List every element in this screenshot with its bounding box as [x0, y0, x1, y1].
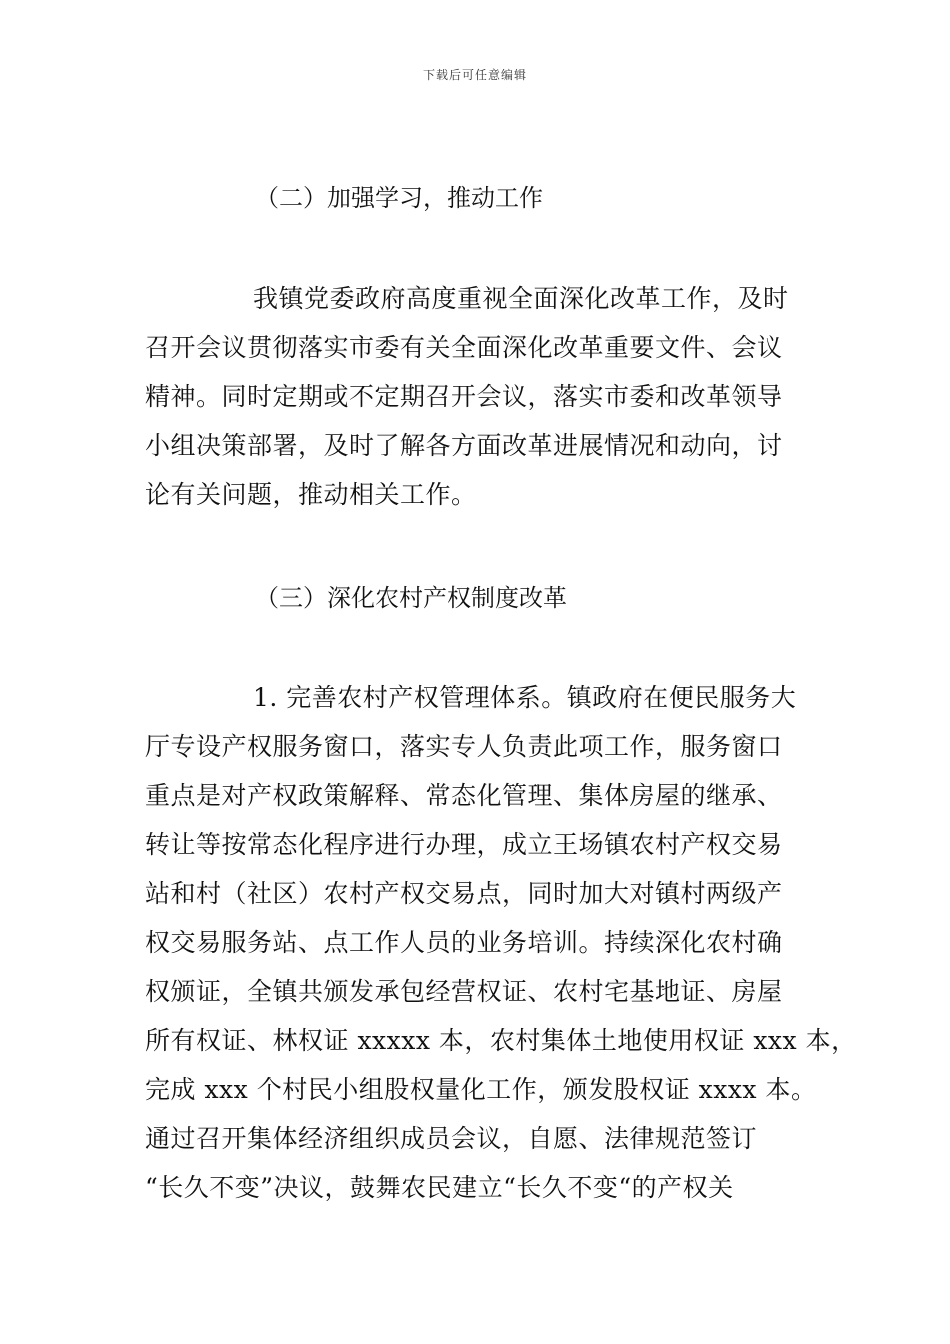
paragraph-property-rights [145, 673, 857, 1212]
paragraph-line: 厅专设产权服务窗口，落实专人负责此项工作，服务窗口 [145, 732, 783, 761]
paragraph-line: 转让等按常态化程序进行办理，成立王场镇农村产权交易 [145, 830, 783, 859]
section-heading-2: （二）加强学习，推动工作 [255, 184, 543, 212]
paragraph-line: 站和村（社区）农村产权交易点，同时加大对镇村两级产 [145, 879, 783, 908]
paragraph-line: “长久不变”决议，鼓舞农民建立“长久不变“的产权关 [145, 1173, 734, 1202]
paragraph-line: 论有关问题，推动相关工作。 [145, 480, 477, 509]
paragraph-line: 重点是对产权政策解释、常态化管理、集体房屋的继承、 [145, 781, 783, 810]
paragraph-line: 小组决策部署，及时了解各方面改革进展情况和动向，讨 [145, 431, 783, 460]
section-heading-3: （三）深化农村产权制度改革 [255, 584, 567, 612]
paragraph-line: 完成 xxx 个村民小组股权量化工作，颁发股权证 xxxx 本。 [145, 1075, 817, 1104]
paragraph-line: 权颁证，全镇共颁发承包经营权证、农村宅基地证、房屋 [145, 977, 783, 1006]
paragraph-line: 精神。同时定期或不定期召开会议，落实市委和改革领导 [145, 382, 783, 411]
paragraph-line: 1. 完善农村产权管理体系。镇政府在便民服务大 [253, 683, 797, 712]
paragraph-study [145, 274, 835, 519]
paragraph-line: 召开会议贯彻落实市委有关全面深化改革重要文件、会议 [145, 333, 783, 362]
page-header: 下载后可任意编辑 [422, 68, 527, 82]
paragraph-line: 所有权证、林权证 xxxxx 本，农村集体土地使用权证 xxx 本， [145, 1026, 857, 1055]
paragraph-line: 权交易服务站、点工作人员的业务培训。持续深化农村确 [145, 928, 783, 957]
paragraph-line: 我镇党委政府高度重视全面深化改革工作，及时 [253, 284, 789, 313]
paragraph-line: 通过召开集体经济组织成员会议，自愿、法律规范签订 [145, 1124, 758, 1153]
